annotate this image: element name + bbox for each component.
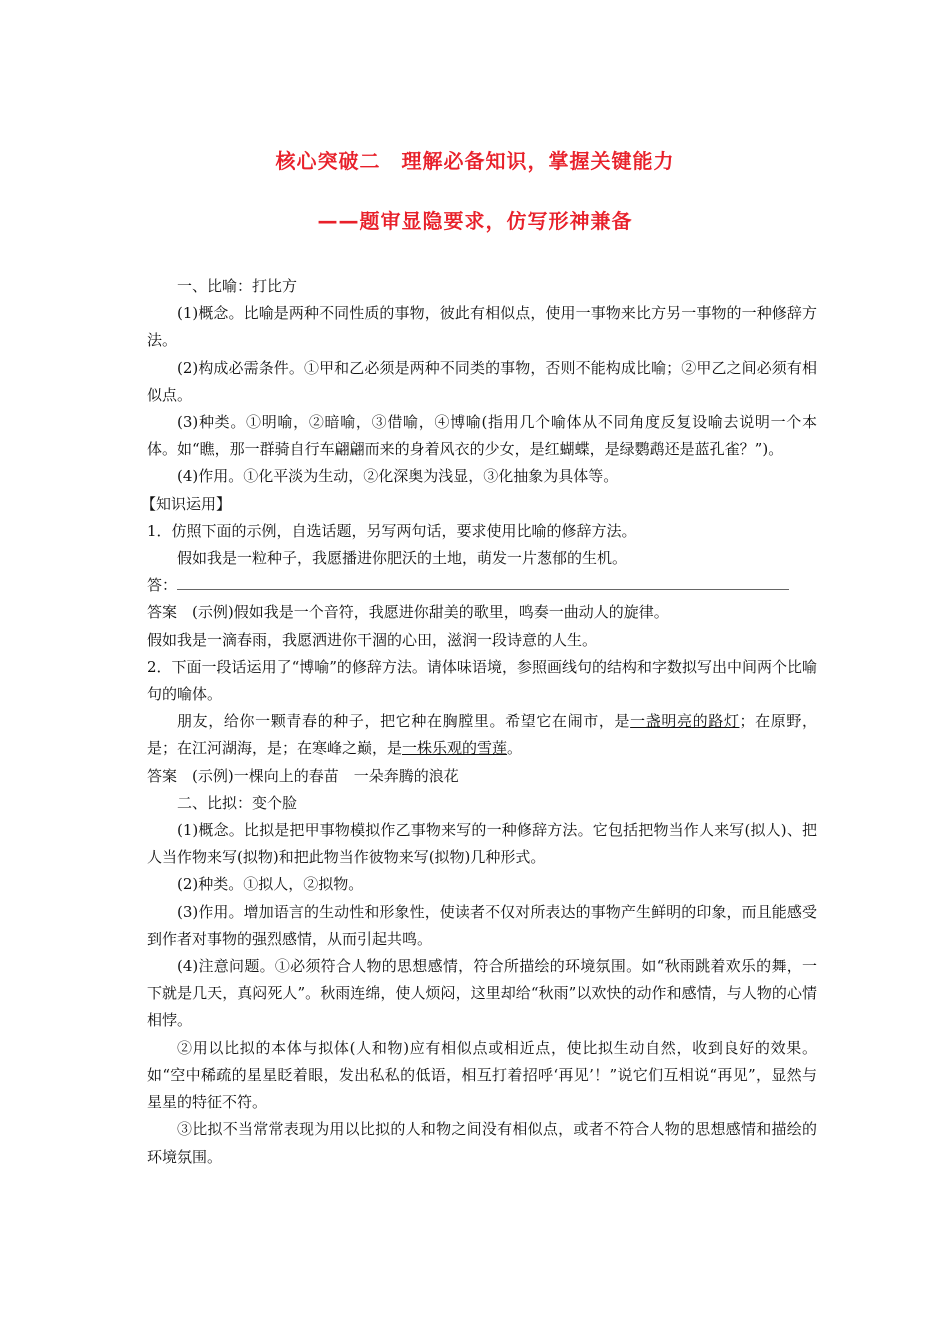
question2: 2．下面一段话运用了“博喻”的修辞方法。请体味语境，参照画线句的结构和字数拟写出中间两个比喻句的喻体。 xyxy=(147,657,817,704)
answer1-line xyxy=(147,572,817,599)
question1-example: 假如我是一粒种子，我愿播进你肥沃的土地，萌发一片葱郁的生机。 xyxy=(177,549,628,568)
underlined-phrase-2: 一株乐观的雪莲 xyxy=(402,739,508,758)
answer2: 答案 (示例)一棵向上的春苗 一朵奔腾的浪花 xyxy=(147,766,459,785)
passage-text: ；在原野，是；在江河湖海，是；在寒峰之巅，是 xyxy=(147,712,817,758)
section1-conditions: (2)构成必需条件。①甲和乙必须是两种不同类的事物，否则不能构成比喻；②甲乙之间必须有相似点。 xyxy=(147,358,817,404)
document-body xyxy=(141,273,817,1171)
passage-text: 朋友，给你一颗青春的种子，把它种在胸膛里。希望它在闹市，是 xyxy=(177,712,631,731)
section2-heading: 二、比拟：变个脸 xyxy=(177,793,298,812)
subtitle: ——题审显隐要求，仿写形神兼备 xyxy=(317,209,633,233)
main-title: 核心突破二 理解必备知识，掌握关键能力 xyxy=(275,149,675,173)
passage-text: 。 xyxy=(507,739,523,758)
question1: 1．仿照下面的示例，自选话题，另写两句话，要求使用比喻的修辞方法。 xyxy=(147,521,637,540)
section2-notes-3: ③比拟不当常常表现为用以比拟的人和物之间没有相似点，或者不符合人物的思想感情和描绘的环境氛围。 xyxy=(147,1120,817,1166)
answer1-b: 假如我是一滴春雨，我愿洒进你干涸的心田，滋润一段诗意的人生。 xyxy=(147,630,598,649)
section2-notes-2: ②用以比拟的本体与拟体(人和物)应有相似点或相近点，使比拟生动自然，收到良好的效果。如“空中稀疏的星星眨着眼，发出私私的低语，相互打着招呼‘再见’！”说它们互相说“再见”，显然与星星的特征不符。 xyxy=(147,1038,817,1112)
section2-types: (2)种类。①拟人，②拟物。 xyxy=(177,875,364,894)
section1-concept: (1)概念。比喻是两种不同性质的事物，彼此有相似点，使用一事物来比方另一事物的一种修辞方法。 xyxy=(147,304,817,350)
answer1-a: 答案 (示例)假如我是一个音符，我愿进你甜美的歌里，鸣奏一曲动人的旋律。 xyxy=(147,603,669,622)
section2-effects: (3)作用。增加语言的生动性和形象性，使读者不仅对所表达的事物产生鲜明的印象，而且能感受到作者对事物的强烈感情，从而引起共鸣。 xyxy=(147,902,817,948)
section1-effects: (4)作用。①化平淡为生动，②化深奥为浅显，③化抽象为具体等。 xyxy=(177,467,619,486)
answer-blank[interactable] xyxy=(177,575,789,590)
question2-passage xyxy=(147,708,817,762)
section1-heading: 一、比喻：打比方 xyxy=(177,277,298,295)
underlined-phrase-1: 一盏明亮的路灯 xyxy=(630,712,740,731)
section1-types: (3)种类。①明喻，②暗喻，③借喻，④博喻(指用几个喻体从不同角度反复设喻去说明一个本体。如“瞧，那一群骑自行车翩翩而来的身着风衣的少女，是红蝴蝶，是绿鹦鹉还是蓝孔雀？”)。 xyxy=(147,413,817,459)
section2-notes-1: (4)注意问题。①必须符合人物的思想感情，符合所描绘的环境氛围。如“秋雨跳着欢乐的舞，一下就是几天，真闷死人”。秋雨连绵，使人烦闷，这里却给“秋雨”以欢快的动作和感情，与人物的心情相悖。 xyxy=(147,957,817,1030)
knowledge-label: 【知识运用】 xyxy=(141,494,232,513)
answer-label: 答： xyxy=(147,576,178,595)
section2-concept: (1)概念。比拟是把甲事物模拟作乙事物来写的一种修辞方法。它包括把物当作人来写(拟人)、把人当作物来写(拟物)和把此物当作彼物来写(拟物)几种形式。 xyxy=(147,821,817,867)
